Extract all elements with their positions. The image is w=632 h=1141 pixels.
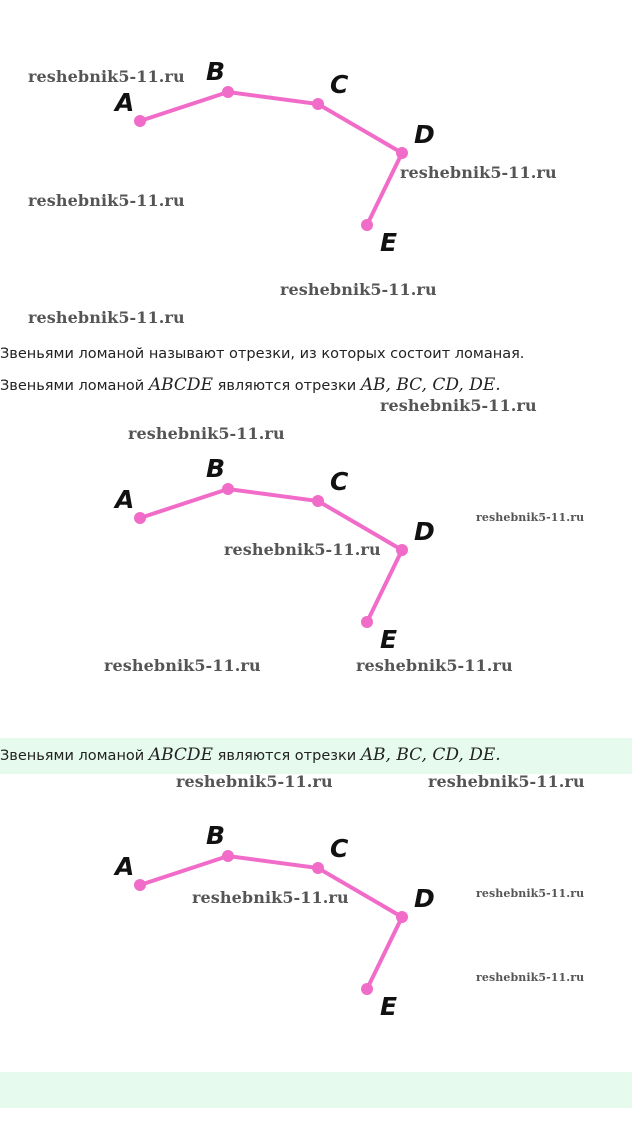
- point-e: [361, 616, 373, 628]
- watermark: reshebnik5-11.ru: [128, 424, 285, 443]
- label-c: C: [330, 70, 349, 99]
- point-a: [134, 512, 146, 524]
- segments-list: AB, BC, CD, DE.: [360, 375, 501, 395]
- polyline-figure-3-svg: [0, 800, 632, 1040]
- label-c: C: [330, 834, 349, 863]
- answer-prefix: Звеньями ломаной: [0, 378, 149, 394]
- label-a: A: [115, 88, 135, 117]
- label-e: E: [380, 992, 398, 1021]
- watermark: reshebnik5-11.ru: [28, 67, 185, 86]
- label-e: E: [380, 625, 398, 654]
- point-b: [222, 483, 234, 495]
- polyline-figure-3: [0, 800, 632, 1040]
- point-d: [396, 544, 408, 556]
- label-b: B: [206, 57, 226, 86]
- watermark: reshebnik5-11.ru: [400, 163, 557, 182]
- watermark: reshebnik5-11.ru: [224, 540, 381, 559]
- label-d: D: [414, 517, 435, 546]
- polyline-figure-2-svg: [0, 440, 632, 680]
- answer-line-1: [0, 375, 501, 395]
- point-d: [396, 911, 408, 923]
- segments-list: AB, BC, CD, DE.: [360, 745, 501, 765]
- polyline-name: ABCDE: [148, 745, 213, 765]
- point-c: [312, 98, 324, 110]
- point-b: [222, 86, 234, 98]
- point-d: [396, 147, 408, 159]
- watermark: reshebnik5-11.ru: [428, 772, 585, 791]
- watermark: reshebnik5-11.ru: [104, 656, 261, 675]
- answer-band-empty: [0, 1072, 632, 1108]
- label-b: B: [206, 454, 226, 483]
- label-d: D: [414, 884, 435, 913]
- polyline-figure-1-svg: [0, 0, 632, 300]
- watermark: reshebnik5-11.ru: [380, 396, 537, 415]
- point-c: [312, 862, 324, 874]
- watermark: reshebnik5-11.ru: [476, 971, 585, 984]
- polyline-3: [140, 856, 402, 989]
- point-a: [134, 879, 146, 891]
- answer-middle: являются отрезки: [212, 748, 361, 764]
- polyline-name: ABCDE: [148, 375, 213, 395]
- label-e: E: [380, 228, 398, 257]
- point-b: [222, 850, 234, 862]
- definition-text: Звеньями ломаной называют отрезки, из которых состоит ломаная.: [0, 346, 525, 362]
- polyline-figure-2: [0, 440, 632, 680]
- watermark: reshebnik5-11.ru: [476, 511, 585, 524]
- label-b: B: [206, 821, 226, 850]
- answer-prefix: Звеньями ломаной: [0, 748, 149, 764]
- watermark: reshebnik5-11.ru: [192, 888, 349, 907]
- label-a: A: [115, 852, 135, 881]
- watermark: reshebnik5-11.ru: [476, 887, 585, 900]
- watermark: reshebnik5-11.ru: [356, 656, 513, 675]
- label-a: A: [115, 485, 135, 514]
- watermark: reshebnik5-11.ru: [28, 308, 185, 327]
- watermark: reshebnik5-11.ru: [176, 772, 333, 791]
- watermark: reshebnik5-11.ru: [280, 280, 437, 299]
- point-c: [312, 495, 324, 507]
- label-c: C: [330, 467, 349, 496]
- point-e: [361, 219, 373, 231]
- point-e: [361, 983, 373, 995]
- answer-middle: являются отрезки: [212, 378, 361, 394]
- watermark: reshebnik5-11.ru: [28, 191, 185, 210]
- point-a: [134, 115, 146, 127]
- polyline-figure-1: [0, 0, 632, 300]
- label-d: D: [414, 120, 435, 149]
- answer-line-2: [0, 745, 501, 765]
